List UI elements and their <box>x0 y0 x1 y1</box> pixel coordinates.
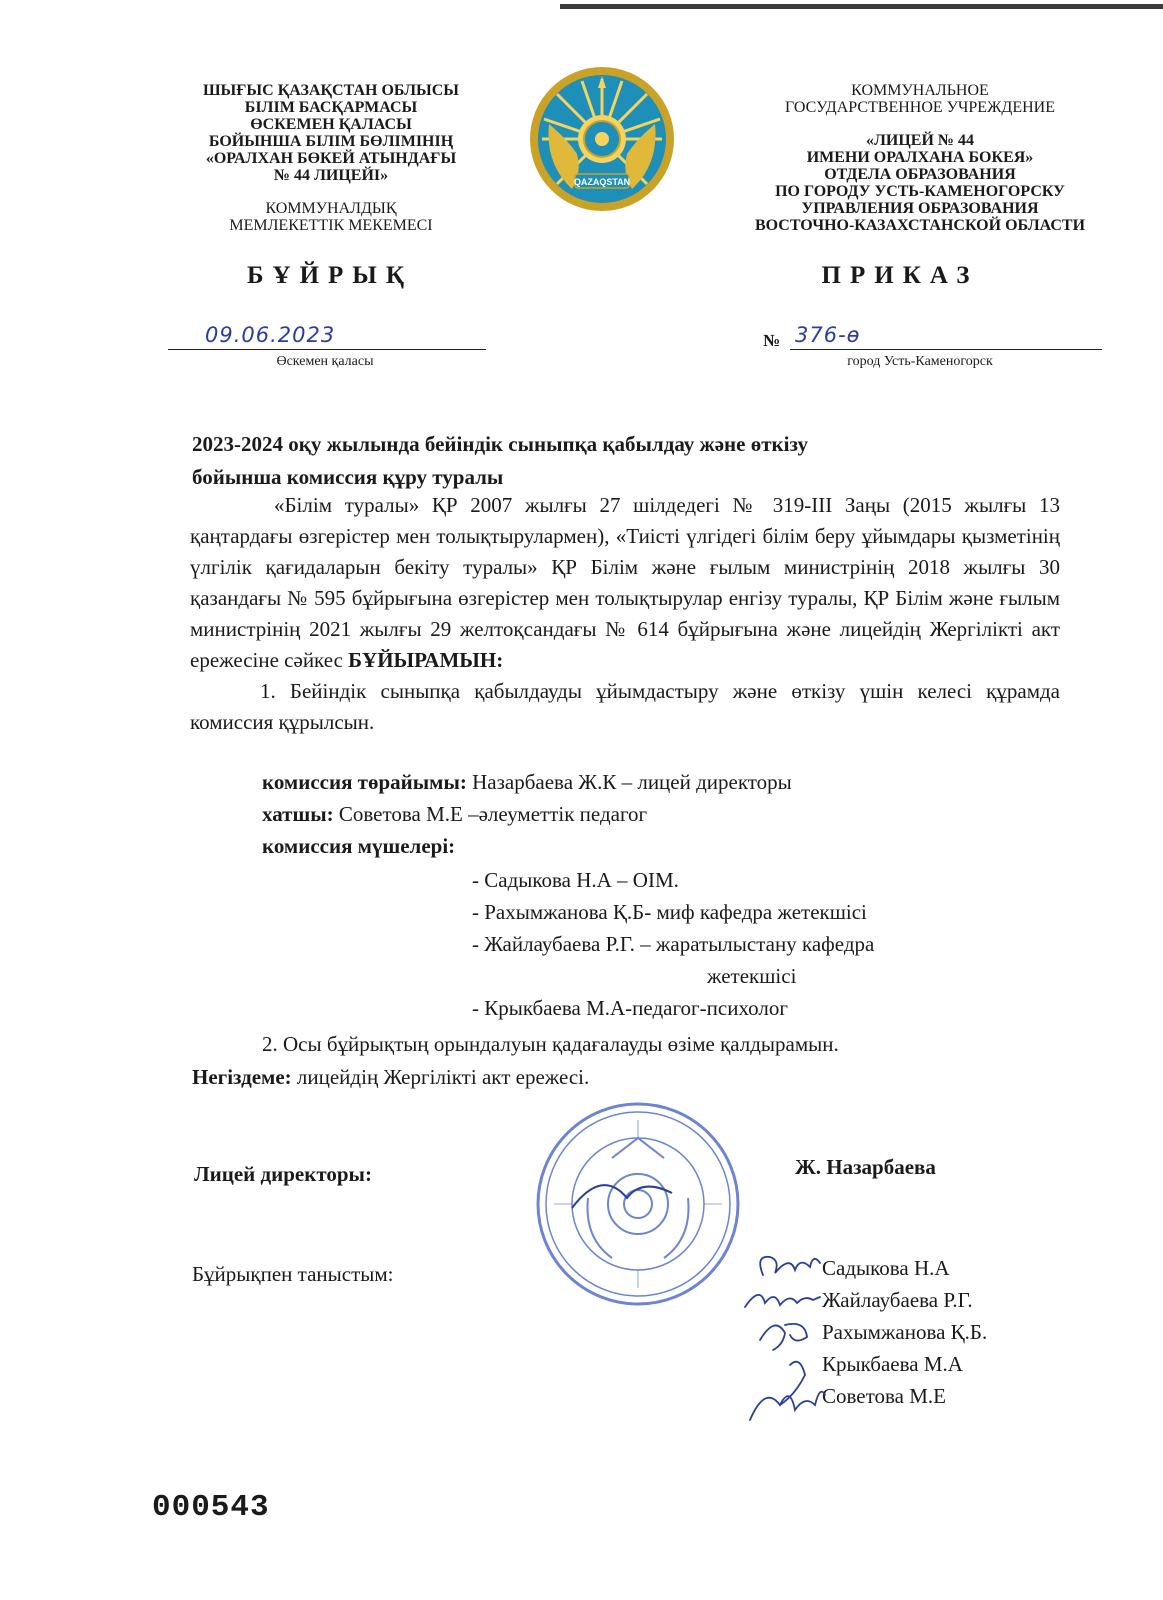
document-body <box>190 490 1060 738</box>
acquainted-list <box>822 1252 987 1412</box>
header-right-line: ИМЕНИ ОРАЛХАНА БОКЕЯ» <box>806 149 1034 166</box>
header-right-line: ОТДЕЛА ОБРАЗОВАНИЯ <box>824 166 1016 183</box>
basis-label: Негіздеме: <box>192 1065 292 1089</box>
basis-value: лицейдің Жергілікті акт ережесі. <box>291 1065 590 1089</box>
preamble <box>190 490 1060 676</box>
header-left-line: МЕМЛЕКЕТТІК МЕКЕМЕСІ <box>229 217 433 234</box>
members-label-text: комиссия мүшелері: <box>262 834 456 858</box>
header-right <box>720 82 1120 234</box>
members-list <box>472 864 1032 1024</box>
signatures-icon <box>735 1245 830 1435</box>
preamble-text: «Білім туралы» ҚР 2007 жылғы 27 шілдедегі № 319-ІІІ Заңы (2015 жылғы 13 қаңтардағы өзгерістер мен толықтырулармен), «Тиісті үлгідегі білім беру ұйымдары қызметінің үлгілік қағидаларын бекіту туралы» ҚР Білім және ғылым министрінің 2018 жылғы 30 қазандағы № 595 бұйрығына өзгерістер мен толықтырулар енгізу туралы, ҚР Білім және ғылым министрінің 2021 жылғы 29 желтоқсандағы № 614 бұйрығына және лицейдің Жергілікті акт ережесіне сәйкес <box>190 493 1060 672</box>
city-kz: Өскемен қаласы <box>276 354 374 369</box>
title-line: бойынша комиссия құру туралы <box>192 465 504 489</box>
header-left <box>150 82 512 234</box>
emblem-banner-text: QAZAQSTAN <box>573 177 631 187</box>
list-item: Крыкбаева М.А <box>822 1352 963 1376</box>
preamble-order: БҰЙЫРАМЫН: <box>348 648 504 672</box>
director-label: Лицей директоры: <box>194 1162 372 1186</box>
committee-block <box>262 766 1022 862</box>
chair-label: комиссия төрайымы: <box>262 770 467 794</box>
list-item: Садыкова Н.А <box>822 1256 950 1280</box>
basis-line <box>192 1061 952 1093</box>
header-left-line: ӨСКЕМЕН ҚАЛАСЫ <box>250 116 412 133</box>
serial-number: 000543 <box>152 1490 270 1525</box>
header-right-line: ПО ГОРОДУ УСТЬ-КАМЕНОГОРСКУ <box>775 183 1065 200</box>
secretary-label: хатшы: <box>262 802 334 826</box>
state-emblem-icon <box>527 64 677 214</box>
header-right-line: ВОСТОЧНО-КАЗАХСТАНСКОЙ ОБЛАСТИ <box>754 217 1086 234</box>
chair-line <box>262 766 1022 798</box>
list-item: - Жайлаубаева Р.Г. – жаратылыстану кафедра <box>472 932 875 956</box>
list-item: - Крыкбаева М.А-педагог-психолог <box>472 996 788 1020</box>
official-stamp-icon <box>532 1098 744 1310</box>
item-1: 1. Бейіндік сыныпқа қабылдауды ұйымдастыру және өткізу үшін келесі құрамда комиссия құрылсын. <box>190 679 1060 734</box>
list-item: жетекшісі <box>707 964 797 988</box>
header-left-line: БОЙЫНША БІЛІМ БӨЛІМІНІҢ <box>208 133 454 150</box>
order-word-ru: ПРИКАЗ <box>821 262 979 289</box>
header-left-line: БІЛІМ БАСҚАРМАСЫ <box>244 99 418 116</box>
header-right-line: «ЛИЦЕЙ № 44 <box>865 132 974 149</box>
header-left-line: КОММУНАЛДЫҚ <box>265 200 397 217</box>
header-left-line: № 44 ЛИЦЕЙІ» <box>273 167 389 184</box>
secretary-value: Советова М.Е –әлеуметтік педагог <box>333 802 648 826</box>
header-left-line: «ОРАЛХАН БӨКЕЙ АТЫНДАҒЫ <box>205 150 457 167</box>
acquainted-label: Бұйрықпен таныстым: <box>192 1262 394 1286</box>
scan-edge <box>560 4 1163 9</box>
handwritten-date: 09.06.2023 <box>205 323 336 347</box>
chair-value: Назарбаева Ж.К – лицей директоры <box>466 770 792 794</box>
number-prefix: № <box>763 331 781 350</box>
list-item: Рахымжанова Қ.Б. <box>822 1320 988 1344</box>
director-name: Ж. Назарбаева <box>795 1155 936 1179</box>
list-item: Жайлаубаева Р.Г. <box>822 1288 973 1312</box>
title-line: 2023-2024 оқу жылында бейіндік сыныпқа қабылдау және өткізу <box>192 432 808 456</box>
city-ru: город Усть-Каменогорск <box>847 354 993 369</box>
header-left-line: ШЫҒЫС ҚАЗАҚСТАН ОБЛЫСЫ <box>202 82 460 99</box>
secretary-line <box>262 798 1022 830</box>
order-word-kz: БҰЙРЫҚ <box>247 262 413 289</box>
members-label <box>262 830 1022 862</box>
document-title <box>192 428 1022 494</box>
list-item: - Рахымжанова Қ.Б- миф кафедра жетекшісі <box>472 900 867 924</box>
list-item: Советова М.Е <box>822 1384 946 1408</box>
header-right-line: ГОСУДАРСТВЕННОЕ УЧРЕЖДЕНИЕ <box>785 99 1055 116</box>
handwritten-number: 376-ө <box>795 323 861 347</box>
list-item: - Садыкова Н.А – ОІМ. <box>472 868 679 892</box>
item-2: 2. Осы бұйрықтың орындалуын қадағалауды өзіме қалдырамын. <box>262 1032 839 1056</box>
header-right-line: КОММУНАЛЬНОЕ <box>851 82 989 99</box>
header-right-line: УПРАВЛЕНИЯ ОБРАЗОВАНИЯ <box>801 200 1039 217</box>
